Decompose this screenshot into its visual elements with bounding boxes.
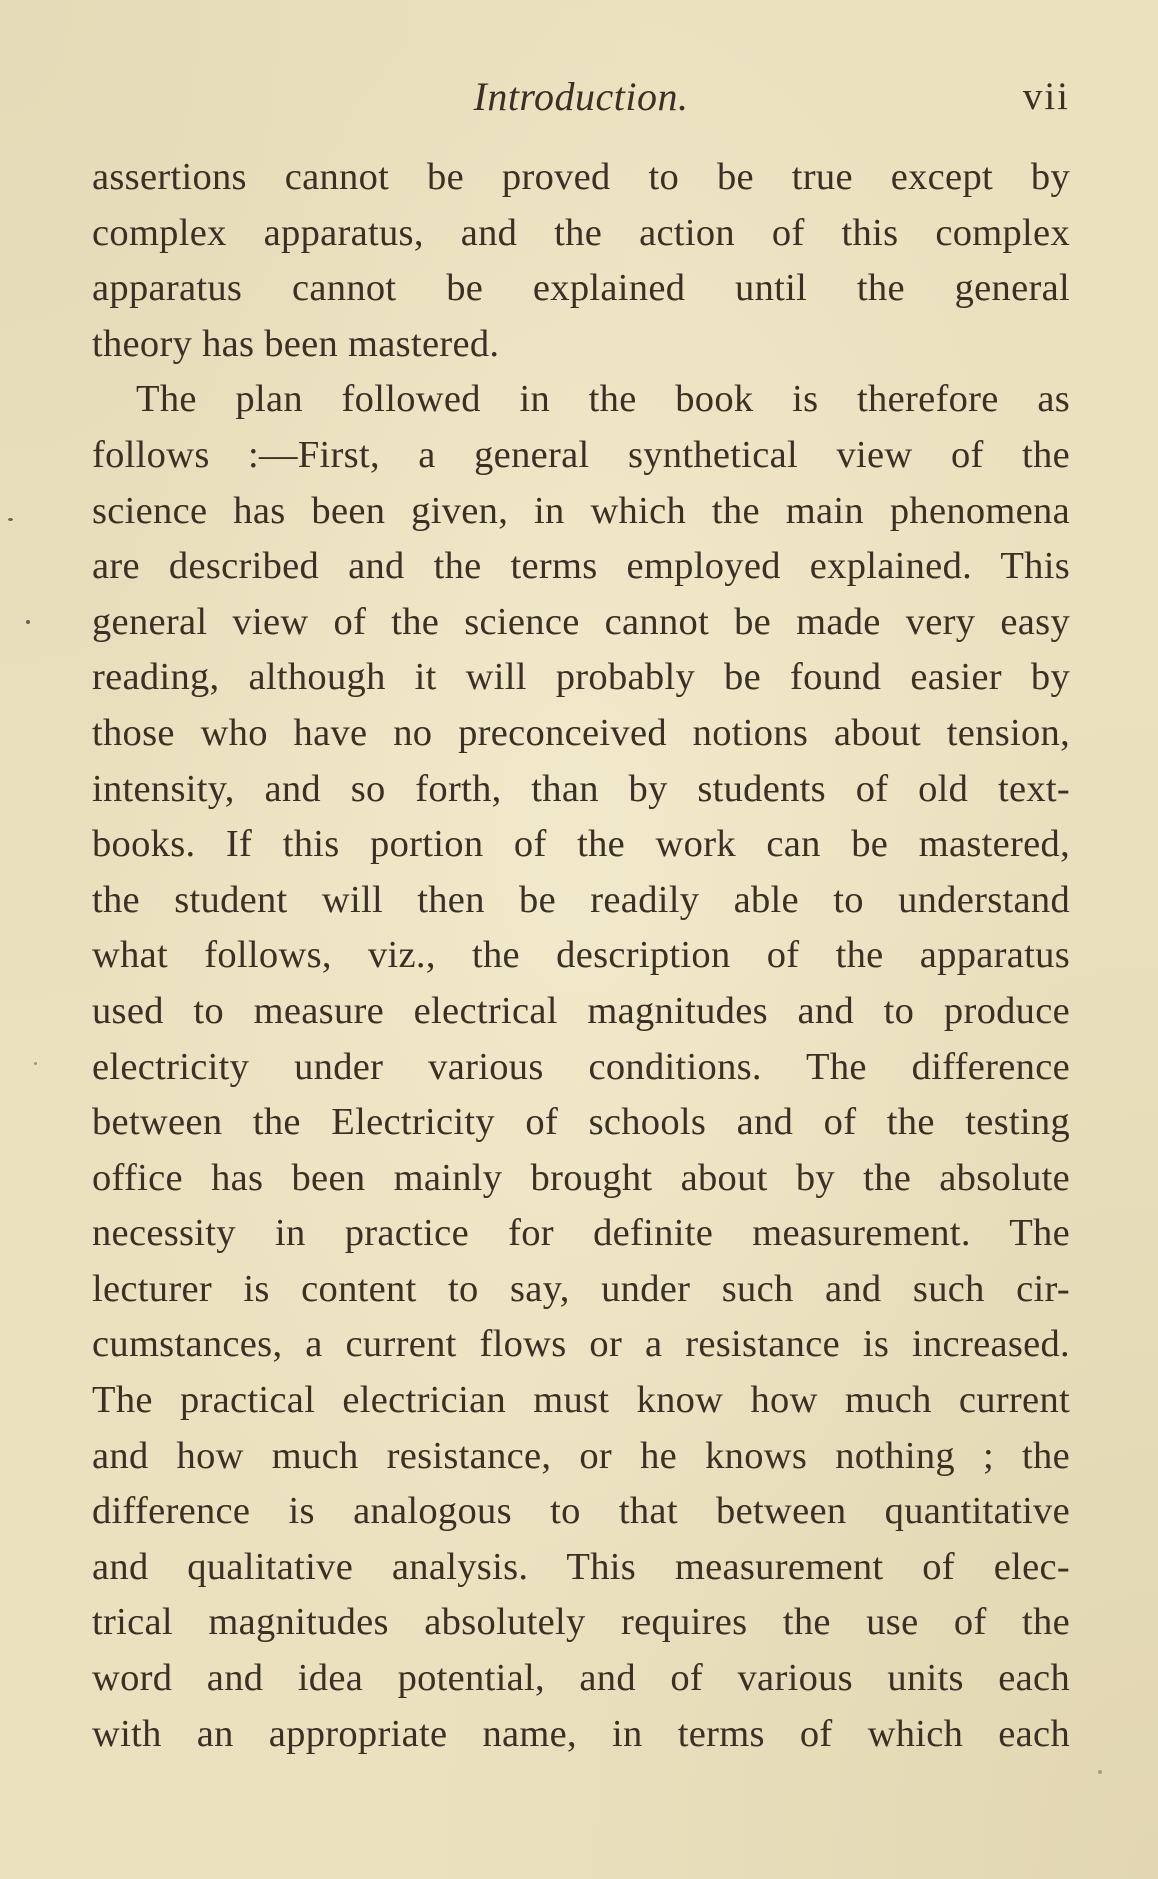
page-number: vii bbox=[1022, 75, 1070, 118]
margin-speck bbox=[34, 1062, 37, 1065]
text-line: complex apparatus, and the action of this complex bbox=[92, 211, 1070, 254]
margin-speck bbox=[26, 620, 30, 624]
text-line: with an appropriate name, in terms of which each bbox=[92, 1712, 1070, 1755]
text-line: books. If this portion of the work can be mastered, bbox=[92, 823, 1070, 866]
margin-speck bbox=[1098, 1770, 1102, 1774]
text-line: assertions cannot be proved to be true except by bbox=[92, 156, 1070, 198]
text-line: difference is analogous to that between quantitative bbox=[92, 1490, 1070, 1533]
text-line: theory has been mastered. bbox=[92, 322, 500, 365]
text-line: between the Electricity of schools and of the testing bbox=[92, 1101, 1070, 1144]
text-line: office has been mainly brought about by the absolute bbox=[92, 1156, 1070, 1199]
text-line: reading, although it will probably be found easier by bbox=[92, 656, 1070, 699]
text-line: The practical electrician must know how much current bbox=[92, 1379, 1070, 1422]
text-line: used to measure electrical magnitudes and to produce bbox=[92, 989, 1070, 1032]
text-line: word and idea potential, and of various units each bbox=[92, 1657, 1070, 1700]
text-line: trical magnitudes absolutely requires the use of the bbox=[92, 1601, 1070, 1644]
text-line: lecturer is content to say, under such and such cir- bbox=[92, 1267, 1070, 1310]
margin-speck bbox=[8, 518, 13, 521]
text-line: and qualitative analysis. This measurement of elec- bbox=[92, 1545, 1070, 1588]
text-line: what follows, viz., the description of the apparatus bbox=[92, 934, 1070, 977]
text-line: follows :—First, a general synthetical view of the bbox=[92, 433, 1070, 476]
text-line: intensity, and so forth, than by students of old text- bbox=[92, 767, 1070, 810]
text-line: electricity under various conditions. The difference bbox=[92, 1045, 1070, 1088]
page-header bbox=[92, 72, 1070, 122]
text-line: those who have no preconceived notions about tension, bbox=[92, 711, 1070, 754]
text-line: necessity in practice for definite measurement. The bbox=[92, 1212, 1070, 1255]
paragraph-start-line: The plan followed in the book is therefore as bbox=[136, 378, 1070, 421]
text-line: cumstances, a current flows or a resistance is increased. bbox=[92, 1323, 1070, 1366]
text-line: general view of the science cannot be made very easy bbox=[92, 600, 1070, 643]
text-line: the student will then be readily able to understand bbox=[92, 878, 1070, 921]
text-line: and how much resistance, or he knows nothing ; the bbox=[92, 1434, 1070, 1477]
text-line: are described and the terms employed explained. This bbox=[92, 545, 1070, 588]
body-text bbox=[92, 150, 1070, 1762]
running-title: Introduction. bbox=[473, 74, 689, 119]
text-line: science has been given, in which the main phenomena bbox=[92, 489, 1070, 532]
text-line: apparatus cannot be explained until the general bbox=[92, 267, 1070, 310]
